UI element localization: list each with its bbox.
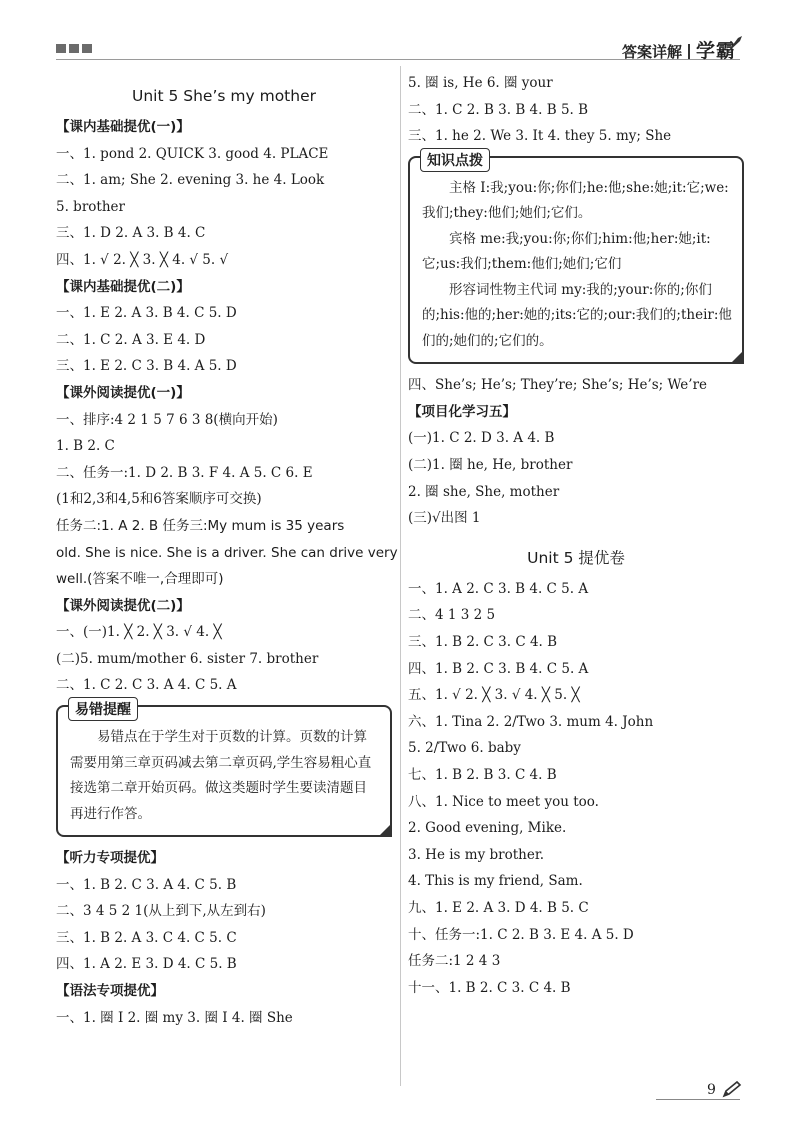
- section-heading: 【听力专项提优】: [56, 850, 164, 867]
- right-answers-2: [408, 372, 744, 532]
- right-answers-3: [408, 576, 744, 1002]
- header-title: [622, 36, 736, 63]
- answer-line: 七、1. B 2. B 3. C 4. B: [408, 767, 557, 783]
- answer-line: 三、1. E 2. C 3. B 4. A 5. D: [56, 358, 237, 375]
- answer-line: 一、(一)1. ╳ 2. ╳ 3. √ 4. ╳: [56, 624, 222, 641]
- answer-line: 任务二:1. A 2. B 任务三:My mum is 35 years: [56, 517, 345, 534]
- answer-line: 一、1. A 2. C 3. B 4. C 5. A: [408, 580, 589, 597]
- error-tip-text: 易错点在于学生对于页数的计算。页数的计算需要用第三章页码减去第二章页码,学生容易粗心直接选第二章开始页码。做这类题时学生要读清题目再进行作答。: [70, 729, 372, 822]
- answer-line: 一、1. 圈 I 2. 圈 my 3. 圈 I 4. 圈 She: [56, 1009, 293, 1026]
- answer-line: (三)√出图 1: [408, 510, 481, 527]
- right-column: [408, 70, 744, 1001]
- answer-line: 二、1. C 2. A 3. E 4. D: [56, 331, 206, 348]
- right-answers-1: [408, 70, 744, 150]
- answer-line: 三、1. B 2. C 3. C 4. B: [408, 634, 558, 651]
- answer-line: (二)1. 圈 he, He, brother: [408, 457, 573, 474]
- answer-line: 三、1. B 2. A 3. C 4. C 5. C: [56, 929, 237, 946]
- answer-line: (1和2,3和4,5和6答案顺序可交换): [56, 491, 262, 508]
- answer-line: 任务二:1 2 4 3: [408, 953, 501, 970]
- section-heading: 【项目化学习五】: [408, 403, 516, 420]
- header-section: 答案详解: [621, 43, 682, 61]
- answer-line: 二、1. C 2. B 3. B 4. B 5. B: [408, 101, 589, 118]
- section-heading: 【语法专项提优】: [56, 983, 164, 1000]
- section-heading: 【课外阅读提优(一)】: [56, 384, 190, 401]
- knowledge-para-2: 宾格 me:我;you:你;你们;him:他;her:她;it:它;us:我们;them:他们;她们;它们: [422, 230, 711, 273]
- answer-line: (一)1. C 2. D 3. A 4. B: [408, 430, 555, 447]
- column-divider: [400, 66, 401, 1086]
- answer-line: 三、1. D 2. A 3. B 4. C: [56, 225, 206, 242]
- answer-line: 5. 2/Two 6. baby: [408, 740, 521, 757]
- answer-line: 九、1. E 2. A 3. D 4. B 5. C: [408, 899, 589, 916]
- answer-line: 二、任务一:1. D 2. B 3. F 4. A 5. C 6. E: [56, 464, 313, 481]
- answer-line: 四、She’s; He’s; They’re; She’s; He’s; We’re: [408, 377, 708, 394]
- section-heading: 【课内基础提优(二)】: [56, 278, 190, 295]
- left-answers-2: [56, 845, 392, 1031]
- brand-icon: [724, 34, 744, 56]
- box-fold-corner: [730, 350, 744, 364]
- answer-line: 一、1. E 2. A 3. B 4. C 5. D: [56, 305, 237, 322]
- answer-line: 二、1. C 2. C 3. A 4. C 5. A: [56, 677, 237, 694]
- answer-line: 四、1. A 2. E 3. D 4. C 5. B: [56, 956, 237, 973]
- answer-line: 5. 圈 is, He 6. 圈 your: [408, 75, 553, 91]
- unit-title: Unit 5 She’s my mother: [132, 87, 316, 105]
- answer-line: 二、4 1 3 2 5: [408, 607, 496, 624]
- answer-line: 一、1. B 2. C 3. A 4. C 5. B: [56, 876, 237, 893]
- answer-line: 一、1. pond 2. QUICK 3. good 4. PLACE: [56, 145, 329, 162]
- left-answers-1: [56, 114, 398, 699]
- answer-line: 十、任务一:1. C 2. B 3. E 4. A 5. D: [408, 926, 634, 943]
- footer-rule: [656, 1099, 740, 1100]
- page-number: 9: [707, 1082, 716, 1098]
- knowledge-para-1: 主格 I:我;you:你;你们;he:他;she:她;it:它;we:我们;they:他们;她们;它们。: [422, 179, 729, 222]
- answer-line: 六、1. Tina 2. 2/Two 3. mum 4. John: [408, 713, 654, 730]
- section-heading: 【课外阅读提优(二)】: [56, 597, 190, 614]
- answer-line: well.(答案不唯一,合理即可): [56, 571, 224, 588]
- answer-line: 2. 圈 she, She, mother: [408, 483, 560, 500]
- answer-line: 五、1. √ 2. ╳ 3. √ 4. ╳ 5. ╳: [408, 687, 580, 704]
- left-column: [56, 70, 398, 1031]
- answer-line: 5. brother: [56, 198, 125, 215]
- answer-line: 二、1. am; She 2. evening 3. he 4. Look: [56, 172, 325, 189]
- answer-line: 八、1. Nice to meet you too.: [408, 793, 599, 810]
- section-heading: 【课内基础提优(一)】: [56, 119, 190, 135]
- pencil-icon: [722, 1080, 744, 1098]
- answer-line: 一、排序:4 2 1 5 7 6 3 8(横向开始): [56, 411, 278, 428]
- knowledge-tag: 知识点拨: [420, 148, 490, 172]
- answer-line: 四、1. √ 2. ╳ 3. ╳ 4. √ 5. √: [56, 251, 229, 268]
- answer-line: 十一、1. B 2. C 3. C 4. B: [408, 979, 571, 996]
- unit2-title: Unit 5 提优卷: [527, 548, 625, 567]
- answer-line: 四、1. B 2. C 3. B 4. C 5. A: [408, 660, 589, 677]
- answer-line: (二)5. mum/mother 6. sister 7. brother: [56, 650, 319, 667]
- header-squares: [56, 44, 92, 53]
- error-tip-tag: 易错提醒: [68, 697, 138, 721]
- answer-line: 二、3 4 5 2 1(从上到下,从左到右): [56, 903, 266, 920]
- error-tip-box: [56, 702, 392, 837]
- knowledge-para-3: 形容词性物主代词 my:我的;your:你的;你们的;his:他的;her:她的;its:它的;our:我们的;their:他们的;她们的;它们的。: [422, 281, 732, 349]
- answer-line: 1. B 2. C: [56, 438, 115, 455]
- header-brand: 学霸: [695, 40, 736, 62]
- answer-line: 3. He is my brother.: [408, 846, 545, 863]
- answer-line: 三、1. he 2. We 3. It 4. they 5. my; She: [408, 128, 672, 145]
- answer-line: 2. Good evening, Mike.: [408, 820, 567, 837]
- box-fold-corner: [378, 823, 392, 837]
- answer-line: old. She is nice. She is a driver. She can drive very: [56, 544, 398, 561]
- knowledge-box: [408, 152, 744, 365]
- answer-line: 4. This is my friend, Sam.: [408, 873, 583, 890]
